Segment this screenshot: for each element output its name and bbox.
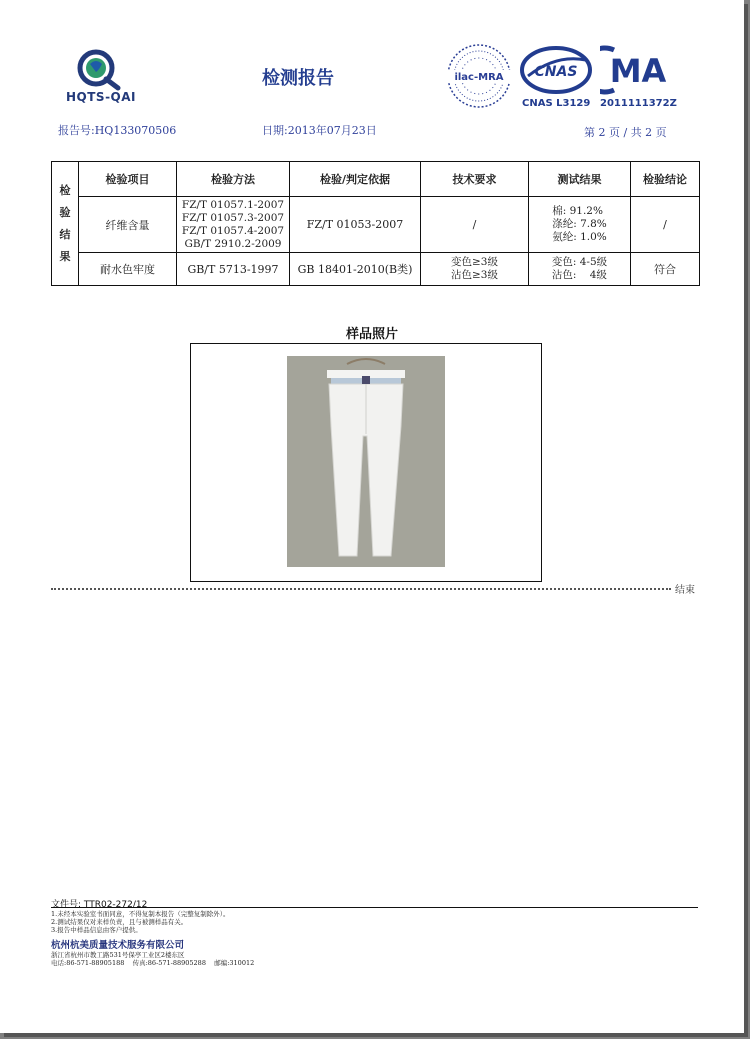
jeans-photo-icon (287, 356, 445, 567)
end-divider (51, 588, 671, 590)
cell-result: 变色: 4-5级 沾色: 4级 (529, 253, 631, 286)
company-address: 浙江省杭州市教工路531号保亭工业区2楼东区 电话:86-571-88905188 传真:86-571-88905288 邮编:310012 (51, 951, 255, 967)
header-result: 测试结果 (529, 162, 631, 197)
cell-basis: FZ/T 01053-2007 (290, 197, 421, 253)
report-date: 日期:2013年07月23日 (262, 124, 377, 137)
cell-item: 纤维含量 (79, 197, 177, 253)
table-row (52, 197, 700, 253)
ma-number: 2011111372Z (600, 98, 677, 109)
ma-logo-icon (600, 44, 670, 96)
cell-method: FZ/T 01057.1-2007 FZ/T 01057.3-2007 FZ/T 01057.4-2007 GB/T 2910.2-2009 (177, 197, 290, 253)
sample-photo-frame (190, 343, 542, 582)
cnas-number: CNAS L3129 (522, 98, 591, 109)
report-number: 报告号:HQ133070506 (58, 124, 177, 137)
end-mark: 结束 (675, 585, 695, 596)
page-indicator: 第 2 页 / 共 2 页 (584, 126, 667, 139)
ilac-logo-text: ilac-MRA (454, 72, 504, 83)
report-title: 检测报告 (262, 68, 334, 89)
cnas-logo-icon (520, 46, 592, 96)
header-conclusion: 检验结论 (631, 162, 700, 197)
table-row (52, 253, 700, 286)
results-side-label: 检 验 结 果 (52, 162, 79, 286)
file-number: 文件号: TTR02-272/12 (51, 900, 148, 910)
cell-requirement: / (421, 197, 529, 253)
cell-result: 棉: 91.2% 涤纶: 7.8% 氨纶: 1.0% (529, 197, 631, 253)
header-item: 检验项目 (79, 162, 177, 197)
footer-notes: 1.未经本实验室书面同意，不得复制本报告（完整复制除外）。 2.测试结果仅对来样负责，且与被测样品有关。 3.报告中样品信息由客户提供。 (51, 910, 230, 934)
ma-logo-text: MA (609, 52, 667, 90)
ilac-mra-logo-icon (444, 44, 514, 110)
cell-item: 耐水色牢度 (79, 253, 177, 286)
cell-method: GB/T 5713-1997 (177, 253, 290, 286)
cell-conclusion: 符合 (631, 253, 700, 286)
sample-photo-title: 样品照片 (346, 327, 399, 342)
header-requirement: 技术要求 (421, 162, 529, 197)
cnas-logo-text: CNAS (534, 64, 578, 80)
cell-conclusion: / (631, 197, 700, 253)
header-method: 检验方法 (177, 162, 290, 197)
cell-requirement: 变色≥3级 沾色≥3级 (421, 253, 529, 286)
hqts-logo-text: HQTS-QAI (66, 90, 137, 104)
results-table (51, 161, 700, 286)
cell-basis: GB 18401-2010(B类) (290, 253, 421, 286)
company-name: 杭州杭美质量技术服务有限公司 (51, 940, 185, 951)
header-basis: 检验/判定依据 (290, 162, 421, 197)
footer-divider (51, 907, 698, 908)
